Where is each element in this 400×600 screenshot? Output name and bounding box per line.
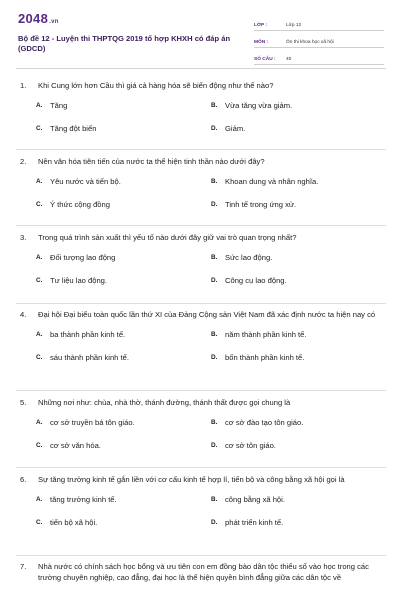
option-letter: A. — [36, 419, 43, 426]
option-text: ba thành phần kinh tế. — [50, 330, 126, 339]
option-letter: B. — [211, 254, 218, 261]
option-a[interactable] — [36, 329, 125, 340]
meta-value: Ôn thi khoa học xã hội — [286, 40, 334, 45]
question-divider — [16, 303, 386, 304]
meta-value: 40 — [286, 57, 292, 62]
meta-table — [254, 14, 384, 65]
option-letter: C. — [36, 277, 43, 284]
option-text: sáu thành phần kinh tế. — [50, 353, 129, 362]
logo-main: 2048 — [18, 11, 49, 26]
option-letter: D. — [211, 519, 218, 526]
option-d[interactable] — [211, 440, 276, 451]
logo-sub: .vn — [49, 19, 59, 25]
option-b[interactable] — [211, 417, 303, 428]
option-text: cơ sở văn hóa. — [50, 441, 101, 450]
option-text: cơ sở đào tạo tôn giáo. — [225, 418, 304, 427]
option-text: Ý thức cộng đồng — [50, 200, 110, 209]
question-stem — [16, 80, 386, 91]
question-1 — [16, 80, 386, 133]
option-letter: C. — [36, 201, 43, 208]
question-text: Sự tăng trưởng kinh tế gắn liền với cơ cấu kinh tế hợp lí, tiến bộ và công bằng xã hội gọi là — [38, 475, 345, 484]
option-text: bốn thành phần kinh tế. — [225, 353, 305, 362]
question-text: Nhà nước có chính sách học bổng và ưu tiên con em đồng bào dân tộc thiểu số vào học trong các trường chuyên nghiệp, cao đẳng, đại học là thể hiện quyền bình đẳng giữa các dân tộc về — [38, 562, 369, 582]
option-letter: C. — [36, 354, 43, 361]
option-letter: B. — [211, 331, 218, 338]
option-text: Tăng — [50, 101, 68, 110]
question-number: 1. — [20, 81, 27, 90]
question-3 — [16, 232, 386, 285]
option-text: công bằng xã hội. — [225, 495, 285, 504]
option-text: Khoan dung và nhân nghĩa. — [225, 177, 319, 186]
option-c[interactable] — [36, 275, 107, 286]
option-d[interactable] — [211, 199, 296, 210]
option-c[interactable] — [36, 199, 110, 210]
option-letter: A. — [36, 331, 43, 338]
option-letter: B. — [211, 178, 218, 185]
option-text: Giảm. — [225, 124, 246, 133]
option-d[interactable] — [211, 352, 304, 363]
question-number: 6. — [20, 475, 27, 484]
option-letter: C. — [36, 442, 43, 449]
question-text: Nền văn hóa tiên tiến của nước ta thể hiện tinh thần nào dưới đây? — [38, 157, 265, 166]
option-letter: C. — [36, 125, 43, 132]
option-text: năm thành phần kinh tế. — [225, 330, 307, 339]
meta-label: MÔN : — [254, 40, 269, 45]
option-letter: D. — [211, 125, 218, 132]
question-number: 4. — [20, 310, 27, 319]
option-letter: A. — [36, 178, 43, 185]
option-c[interactable] — [36, 440, 101, 451]
question-stem — [16, 309, 386, 320]
question-text: Những nơi như: chùa, nhà thờ, thánh đường, thánh thất được gọi chung là — [38, 398, 291, 407]
option-letter: B. — [211, 102, 218, 109]
meta-label: SỐ CÂU : — [254, 57, 276, 62]
option-c[interactable] — [36, 517, 97, 528]
question-divider — [16, 225, 386, 226]
question-stem — [16, 156, 386, 167]
option-text: cơ sở tôn giáo. — [225, 441, 276, 450]
meta-row-class — [254, 14, 384, 31]
question-stem — [16, 232, 386, 243]
option-letter: A. — [36, 102, 43, 109]
question-number: 7. — [20, 562, 27, 571]
question-stem — [16, 474, 386, 485]
question-stem — [16, 397, 386, 408]
question-number: 3. — [20, 233, 27, 242]
option-letter: D. — [211, 442, 218, 449]
option-text: tiến bộ xã hội. — [50, 518, 98, 527]
option-d[interactable] — [211, 275, 287, 286]
question-4 — [16, 309, 386, 362]
option-letter: A. — [36, 254, 43, 261]
option-letter: D. — [211, 201, 218, 208]
question-2 — [16, 156, 386, 209]
option-a[interactable] — [36, 100, 67, 111]
question-5 — [16, 397, 386, 450]
option-letter: B. — [211, 419, 218, 426]
option-text: phát triển kinh tế. — [225, 518, 284, 527]
option-letter: D. — [211, 354, 218, 361]
document-title: Bộ đề 12 - Luyện thi THPTQG 2019 tổ hợp KHXH có đáp án (GDCD) — [18, 34, 231, 53]
question-divider — [16, 390, 386, 391]
option-b[interactable] — [211, 176, 318, 187]
question-divider — [16, 555, 386, 556]
meta-row-subject — [254, 31, 384, 48]
site-logo[interactable] — [18, 12, 59, 29]
question-text: Trong quá trình sản xuất thì yếu tố nào dưới đây giữ vai trò quan trọng nhất? — [38, 233, 297, 242]
option-text: Công cụ lao động. — [225, 276, 287, 285]
meta-row-count — [254, 48, 384, 65]
question-divider — [16, 467, 386, 468]
question-number: 2. — [20, 157, 27, 166]
option-text: Tư liệu lao động. — [50, 276, 108, 285]
document-header — [16, 10, 386, 68]
option-text: Tinh tế trong ứng xử. — [225, 200, 297, 209]
option-b[interactable] — [211, 329, 306, 340]
option-text: cơ sở truyền bá tôn giáo. — [50, 418, 135, 427]
option-c[interactable] — [36, 123, 96, 134]
option-a[interactable] — [36, 494, 117, 505]
meta-value: Lớp 12 — [286, 23, 302, 28]
option-d[interactable] — [211, 517, 283, 528]
option-letter: C. — [36, 519, 43, 526]
question-text: Đại hội Đại biểu toàn quốc lần thứ XI của Đảng Cộng sản Việt Nam đã xác định nước ta hiện nay có — [38, 310, 376, 319]
option-b[interactable] — [211, 252, 272, 263]
option-text: Sức lao động. — [225, 253, 273, 262]
header-divider — [16, 68, 386, 69]
option-b[interactable] — [211, 100, 292, 111]
question-6 — [16, 474, 386, 527]
option-text: Tăng đột biến — [50, 124, 97, 133]
option-b[interactable] — [211, 494, 285, 505]
option-a[interactable] — [36, 417, 135, 428]
option-letter: A. — [36, 496, 43, 503]
option-a[interactable] — [36, 176, 121, 187]
option-letter: D. — [211, 277, 218, 284]
question-number: 5. — [20, 398, 27, 407]
option-letter: B. — [211, 496, 218, 503]
meta-label: LỚP : — [254, 23, 268, 28]
option-text: Đối tượng lao động — [50, 253, 116, 262]
option-text: Vừa tăng vừa giảm. — [225, 101, 293, 110]
option-a[interactable] — [36, 252, 115, 263]
document-page — [16, 10, 386, 582]
option-d[interactable] — [211, 123, 245, 134]
option-c[interactable] — [36, 352, 129, 363]
question-divider — [16, 149, 386, 150]
question-7 — [16, 561, 386, 583]
question-stem — [16, 561, 386, 583]
option-text: tăng trưởng kinh tế. — [50, 495, 117, 504]
option-text: Yêu nước và tiến bộ. — [50, 177, 121, 186]
question-text: Khi Cung lớn hơn Cầu thì giá cả hàng hóa sẽ biến động như thế nào? — [38, 81, 274, 90]
